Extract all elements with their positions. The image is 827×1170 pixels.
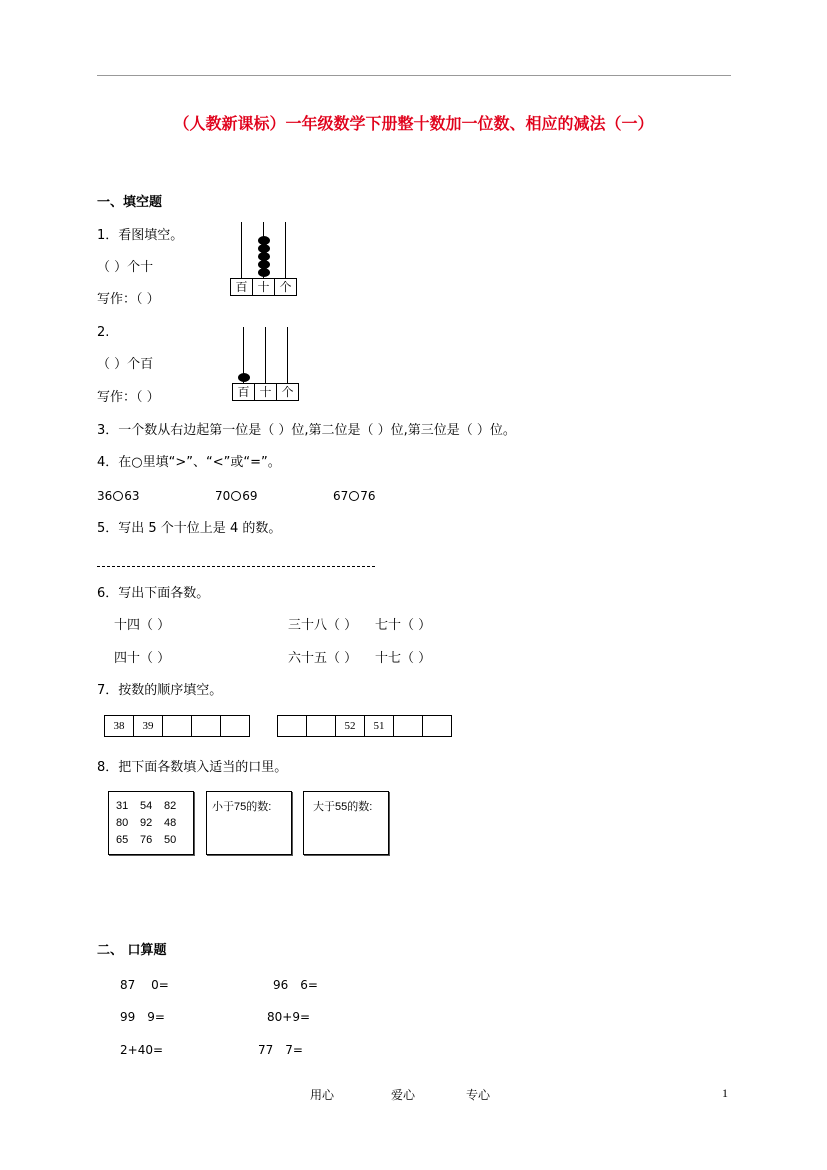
sequence-cell[interactable] [423,716,451,736]
q1-line2: 写作：（ ） [97,292,160,307]
sequence-cell[interactable] [307,716,336,736]
blank-circle-icon[interactable] [113,491,123,501]
q6-item: 六十五（ ） [288,651,358,666]
compare-left: 67 [333,489,349,503]
box-label: 小于75的数: [212,801,272,813]
blank-circle-icon[interactable] [231,491,241,501]
number: 50 [164,834,177,846]
q6-label: 6．写出下面各数。 [97,586,210,601]
number: 65 [116,834,129,846]
compare-left: 36 [97,489,113,503]
footer-word: 专心 [466,1088,491,1102]
q2-line2: 写作：（ ） [97,390,160,405]
number: 80 [116,817,129,829]
q6-item: 七十（ ） [375,618,432,633]
q5-text: 5．写出 5 个十位上是 4 的数。 [97,521,282,536]
number: 48 [164,817,177,829]
sequence-cell[interactable] [163,716,192,736]
compare-right: 76 [360,489,376,503]
footer-word: 用心 [310,1088,335,1102]
compare-right: 69 [242,489,258,503]
footer-word: 爱心 [391,1088,416,1102]
q4-compare-3 [333,488,376,504]
section2-heading: 二、 口算题 [97,943,167,958]
number: 54 [140,800,153,812]
q1-line1: （ ）个十 [97,260,154,275]
calc-item: 96 6= [273,978,318,992]
sequence-cell[interactable]: 51 [365,716,394,736]
calc-item: 2+40= [120,1043,164,1057]
numbers-box [108,791,194,855]
q8-label: 8．把下面各数填入适当的口里。 [97,760,288,775]
sequence-cell[interactable] [221,716,249,736]
abacus-label-tens: 十 [255,384,277,400]
abacus-label-ones: 个 [281,385,294,399]
number: 31 [116,800,129,812]
compare-left: 70 [215,489,231,503]
abacus-label-hundreds: 百 [231,279,253,295]
number: 82 [164,800,177,812]
sequence-row-2 [277,715,452,737]
compare-right: 63 [124,489,140,503]
box-label: 大于55的数: [313,801,373,813]
blank-circle-icon[interactable] [349,491,359,501]
q1-label: 1．看图填空。 [97,228,184,243]
abacus-label-ones: 个 [279,280,292,294]
greater-than-55-box[interactable] [303,791,389,855]
q4-compare-1 [97,488,140,504]
page-title: （人教新课标）一年级数学下册整十数加一位数、相应的减法（一） [173,114,654,133]
sequence-cell[interactable]: 39 [134,716,163,736]
page-number: 1 [722,1086,728,1100]
sequence-cell[interactable] [394,716,423,736]
calc-item: 99 9= [120,1010,165,1024]
section1-heading: 一、填空题 [97,195,163,210]
q3-text: 3．一个数从右边起第一位是（ ）位,第二位是（ ）位,第三位是（ ）位。 [97,423,516,438]
q6-item: 四十（ ） [114,651,171,666]
sequence-row-1 [104,715,250,737]
header-rule [97,75,731,76]
sequence-cell[interactable] [192,716,221,736]
q4-compare-2 [215,488,258,504]
q7-label: 7．按数的顺序填空。 [97,683,223,698]
bead [258,268,270,277]
abacus-label-tens: 十 [253,279,275,295]
sequence-cell[interactable]: 38 [105,716,134,736]
abacus-label-hundreds: 百 [233,384,255,400]
calc-item: 80+9= [267,1010,311,1024]
q2-label: 2. [97,325,110,340]
calc-item: 87 0= [120,978,169,992]
number: 92 [140,817,153,829]
q4-label: 4．在○里填“>”、“<”或“=”。 [97,455,281,470]
answer-line[interactable] [97,566,375,567]
q6-item: 十四（ ） [114,618,171,633]
q6-item: 十七（ ） [375,651,432,666]
q6-item: 三十八（ ） [288,618,358,633]
q2-line1: （ ）个百 [97,357,154,372]
sequence-cell[interactable] [278,716,307,736]
sequence-cell[interactable]: 52 [336,716,365,736]
bead [238,373,250,382]
less-than-75-box[interactable] [206,791,292,855]
calc-item: 77 7= [258,1043,303,1057]
number: 76 [140,834,153,846]
